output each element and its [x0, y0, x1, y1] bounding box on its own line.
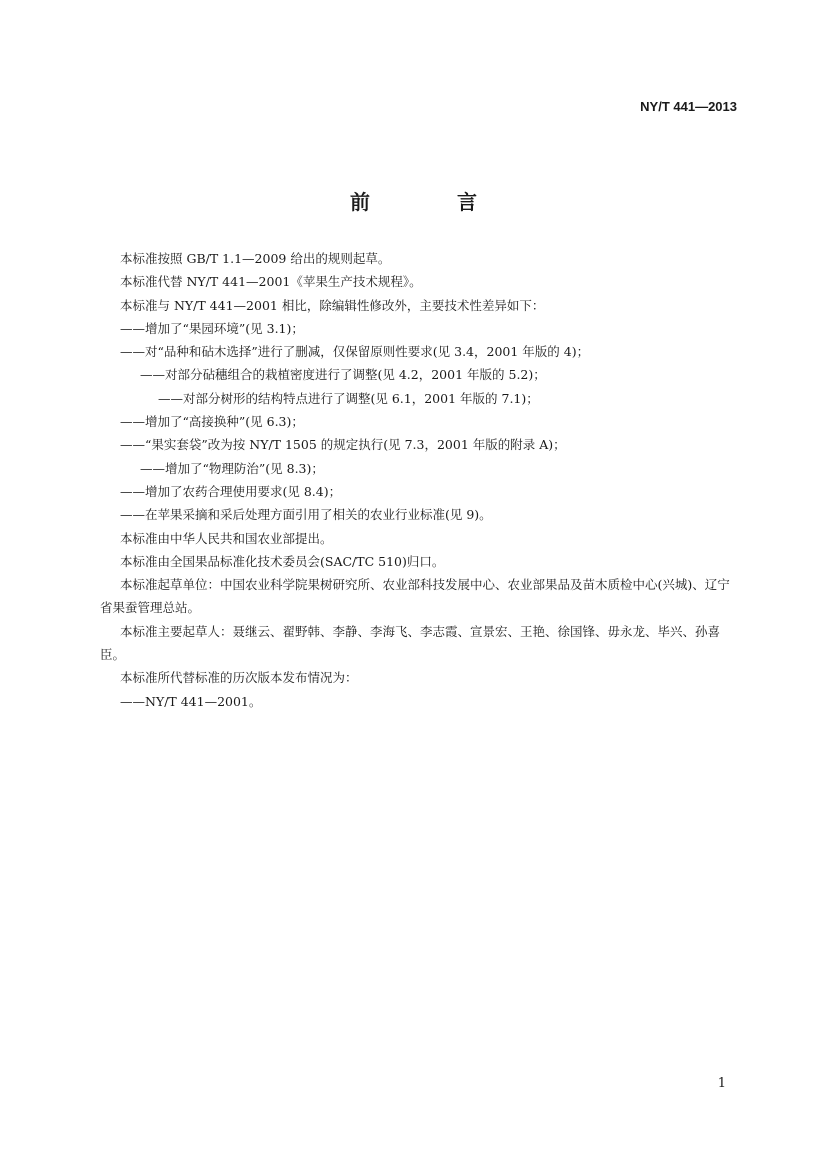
paragraph-proposed-by: 本标准由中华人民共和国农业部提出。 — [120, 530, 333, 546]
paragraph-history-intro: 本标准所代替标准的历次版本发布情况为： — [120, 670, 358, 686]
list-item: ——对部分树形的结构特点进行了调整(见 6.1，2001 年版的 7.1)； — [158, 390, 539, 406]
paragraph-drafting-rules: 本标准按照 GB/T 1.1—2009 给出的规则起草。 — [120, 251, 391, 266]
paragraph-differences-intro: 本标准与 NY/T 441—2001 相比，除编辑性修改外，主要技术性差异如下： — [120, 297, 545, 313]
paragraph-drafters: 本标准主要起草人：聂继云、翟野韩、李静、李海飞、李志霞、宣景宏、王艳、徐国锋、毋永龙、毕兴、孙喜臣。 — [100, 623, 721, 663]
page-number: 1 — [717, 1076, 726, 1091]
paragraph-administered-by: 本标准由全国果品标准化技术委员会(SAC/TC 510)归口。 — [120, 553, 445, 569]
list-item: ——对部分砧穗组合的栽植密度进行了调整(见 4.2，2001 年版的 5.2)； — [140, 367, 546, 383]
list-item: ——在苹果采摘和采后处理方面引用了相关的农业行业标准(见 9)。 — [120, 507, 492, 523]
list-item: ——NY/T 441—2001。 — [120, 693, 262, 709]
list-item: ——增加了“高接换种”(见 6.3)； — [120, 414, 304, 430]
list-item: ——对“品种和砧木选择”进行了删减，仅保留原则性要求(见 3.4，2001 年版的 4)； — [120, 344, 590, 360]
list-item: ——“果实套袋”改为按 NY/T 1505 的规定执行(见 7.3，2001 年版的附录 A)； — [120, 437, 566, 453]
paragraph-replaces: 本标准代替 NY/T 441—2001《苹果生产技术规程》。 — [120, 274, 422, 290]
paragraph-drafting-units: 本标准起草单位：中国农业科学院果树研究所、农业部科技发展中心、农业部果品及苗木质检中心(兴城)、辽宁省果蚕管理总站。 — [100, 577, 730, 616]
page-title: 前 言 — [350, 190, 517, 214]
list-item: ——增加了农药合理使用要求(见 8.4)； — [120, 483, 342, 499]
list-item: ——增加了“果园环境”(见 3.1)； — [120, 320, 304, 336]
standard-number: NY/T 441—2013 — [640, 99, 737, 114]
document-body — [100, 247, 740, 713]
list-item: ——增加了“物理防治”(见 8.3)； — [140, 460, 324, 476]
